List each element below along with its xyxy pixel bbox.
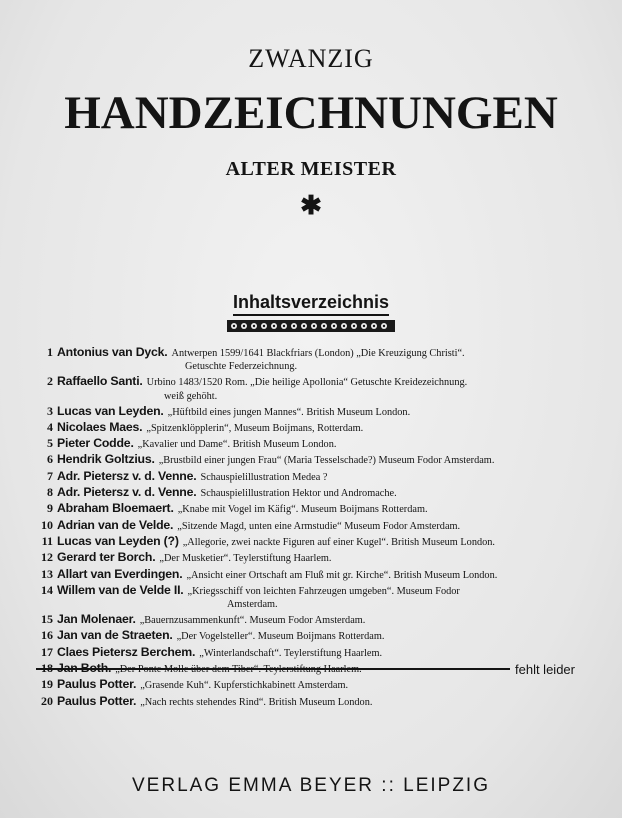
entry-number: 15 [41,612,53,627]
toc-entry-20 [28,694,618,710]
toc-entry-14 [28,583,618,599]
entry-description: „Grasende Kuh“. Kupferstichkabinett Amsterdam. [140,680,349,692]
entry-artist: Willem van de Velde II. [57,582,184,597]
entry-number: 13 [41,566,53,581]
pre-title: ZWANZIG [248,44,374,73]
toc-entry-10 [28,518,618,534]
entry-number: 8 [47,485,53,500]
toc-entry-7 [28,469,618,485]
subtitle: ALTER MEISTER [225,158,397,180]
entry-number: 5 [47,436,53,451]
entry-number: 16 [41,628,53,643]
entry-artist: Adrian van de Velde. [57,517,174,532]
toc-entry-5 [28,436,618,452]
entry-description: „Kavalier und Dame“. British Museum London. [137,439,337,451]
entry-artist: Jan Molenaer. [57,612,136,627]
entry-artist: Adr. Pietersz v. d. Venne. [57,468,197,483]
toc-entry-11 [28,534,618,550]
toc-heading [0,292,622,316]
asterisk-ornament: ✱ [300,191,322,220]
entry-continuation: Getuschte Federzeichnung. [185,361,298,373]
entry-description: Urbino 1483/1520 Rom. „Die heilige Apollonia“ Getuschte Kreidezeichnung. [146,377,468,389]
toc-entry-8 [28,485,618,501]
entry-description: „Ansicht einer Ortschaft am Fluß mit gr. Kirche“. British Museum London. [186,569,498,581]
entry-description: „Hüftbild eines jungen Mannes“. British Museum London. [167,406,411,418]
entry-description: „Winterlandschaft“. Teylerstiftung Haarlem. [199,647,383,659]
entry-number: 3 [47,403,53,418]
entry-description: „Allegorie, zwei nackte Figuren auf einer Kugel“. British Museum London. [182,536,495,548]
entry-number: 17 [41,644,53,659]
toc-entry-6 [28,452,618,468]
entry-artist: Pieter Codde. [57,436,134,451]
toc-entry-15 [28,612,618,628]
entry-artist: Abraham Bloemaert. [57,501,174,516]
entry-description: „Bauernzusammenkunft“. Museum Fodor Amsterdam. [139,615,366,627]
toc-entry-13 [28,567,618,583]
entry-number: 12 [41,550,53,565]
entry-artist: Lucas van Leyden. [57,403,164,418]
entry-description: „Kriegsschiff von leichten Fahrzeugen umgeben“. Museum Fodor [187,585,460,597]
toc-entry-4 [28,420,618,436]
toc-entry-17 [28,645,618,661]
toc-entry-19 [28,677,618,693]
entry-number: 7 [47,468,53,483]
entry-artist: Raffaello Santi. [57,374,143,389]
entry-description: „Nach rechts stehendes Rind“. British Museum London. [140,696,373,708]
toc-entry-9 [28,501,618,517]
entry-artist: Paulus Potter. [57,693,137,708]
entry-artist: Adr. Pietersz v. d. Venne. [57,485,197,500]
entry-artist: Antonius van Dyck. [57,345,168,359]
entry-description: „Knabe mit Vogel im Käfig“. Museum Boijmans Rotterdam. [177,504,428,516]
entry-number: 6 [47,452,53,467]
toc-entry-12 [28,550,618,566]
entry-artist: Hendrik Goltzius. [57,452,155,467]
entry-description: „Sitzende Magd, unten eine Armstudie“ Museum Fodor Amsterdam. [177,520,461,532]
entry-number: 14 [41,582,53,597]
entry-description: „Der Vogelsteller“. Museum Boijmans Rotterdam. [176,631,385,643]
entry-description: „Brustbild einer jungen Frau“ (Maria Tesselschade?) Museum Fodor Amsterdam. [158,455,495,467]
entry-continuation: Amsterdam. [227,599,278,611]
toc-entry-18 [28,661,618,677]
entry-description: „Der Musketier“. Teylerstiftung Haarlem. [159,553,332,565]
entry-number: 9 [47,501,53,516]
entry-artist: Gerard ter Borch. [57,550,156,565]
main-title: HANDZEICHNUNGEN [64,87,558,139]
entry-description: „Spitzenklöpplerin“, Museum Boijmans, Rotterdam. [146,422,364,434]
entry-number: 4 [47,419,53,434]
publisher-footer: VERLAG EMMA BEYER :: LEIPZIG [132,775,490,796]
entry-number: 19 [41,677,53,692]
entry-artist: Claes Pietersz Berchem. [57,644,196,659]
decorative-border-icon [0,319,622,337]
handwritten-note: fehlt leider [515,662,575,678]
toc-entry-2 [28,374,618,390]
entry-description: Schauspielillustration Medea ? [200,471,328,483]
entry-artist: Allart van Everdingen. [57,566,183,581]
entry-number: 10 [41,517,53,532]
entry-number: 2 [47,374,53,389]
strikethrough-line [36,668,510,670]
entry-artist: Lucas van Leyden (?) [57,533,179,548]
toc-entry-16 [28,628,618,644]
entry-description: Schauspielillustration Hektor und Andromache. [200,488,397,500]
entry-number: 11 [41,533,53,548]
entry-continuation: weiß gehöht. [164,390,218,402]
entry-artist: Nicolaes Maes. [57,419,143,434]
toc-entry-1 [28,345,618,361]
entry-number: 1 [47,345,53,359]
toc-entry-3 [28,404,618,420]
toc-heading-text: Inhaltsverzeichnis [233,292,389,316]
entry-artist: Jan van de Straeten. [57,628,173,643]
entry-number: 20 [41,693,53,708]
entry-description: Antwerpen 1599/1641 Blackfriars (London) „Die Kreuzigung Christi“. [171,348,465,359]
table-of-contents [28,345,618,710]
entry-artist: Paulus Potter. [57,677,137,692]
